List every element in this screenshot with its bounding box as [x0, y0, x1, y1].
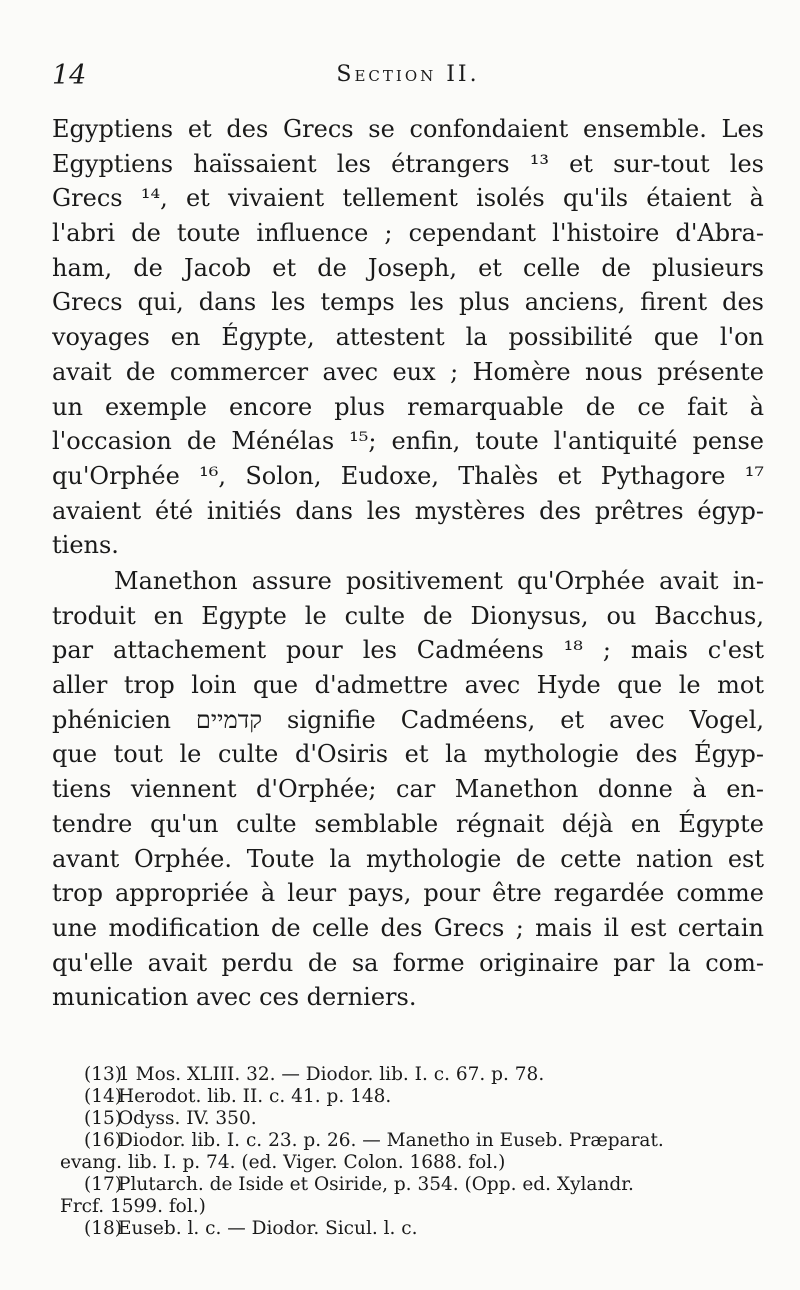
footnote-number: (13) — [84, 1064, 122, 1085]
text-line: par attachement pour les Cadméens ¹⁸ ; mais c'est — [52, 636, 764, 665]
footnote-text: Diodor. lib. I. c. 23. p. 26. — Manetho in Euseb. Præparat. — [118, 1130, 664, 1151]
text-line: tiens viennent d'Orphée; car Manethon donne à en- — [52, 775, 764, 804]
text-line: avait de commercer avec eux ; Homère nous présente — [52, 357, 764, 386]
page-header — [52, 60, 764, 100]
text-line: Egyptiens haïssaient les étrangers ¹³ et sur-tout les — [52, 149, 764, 178]
text-line: troduit en Egypte le culte de Dionysus, ou Bacchus, — [52, 601, 764, 630]
text-line: l'abri de toute influence ; cependant l'histoire d'Abra- — [52, 219, 764, 248]
footnote — [60, 1108, 772, 1130]
footnote — [60, 1218, 772, 1240]
paragraph-1 — [52, 112, 764, 563]
footnote-text: Plutarch. de Iside et Osiride, p. 354. (Opp. ed. Xylandr. — [118, 1174, 634, 1195]
page-number: 14 — [52, 60, 87, 91]
text-line: une modification de celle des Grecs ; mais il est certain — [52, 913, 764, 942]
text-line: tiens. — [52, 531, 119, 560]
footnotes — [60, 1064, 772, 1240]
footnote — [60, 1130, 772, 1152]
text-line: trop appropriée à leur pays, pour être regardée comme — [52, 879, 764, 908]
footnote — [60, 1196, 772, 1218]
text-line: munication avec ces derniers. — [52, 983, 417, 1012]
footnote-text: evang. lib. I. p. 74. (ed. Viger. Colon. 1688. fol.) — [60, 1152, 506, 1173]
text-line: voyages en Égypte, attestent la possibilité que l'on — [52, 323, 764, 352]
text-line: l'occasion de Ménélas ¹⁵; enfin, toute l'antiquité pense — [52, 427, 764, 456]
text-line: Grecs qui, dans les temps les plus anciens, firent des — [52, 288, 764, 317]
footnote-number: (15) — [84, 1108, 122, 1129]
text-line: tendre qu'un culte semblable régnait déjà en Égypte — [52, 809, 764, 838]
footnote — [60, 1086, 772, 1108]
paragraph-2 — [52, 564, 764, 1015]
text-line: un exemple encore plus remarquable de ce fait à — [52, 392, 764, 421]
running-head: Section II. — [336, 62, 480, 87]
footnote-number: (14) — [84, 1086, 122, 1107]
footnote-number: (17) — [84, 1174, 122, 1195]
text-line: avant Orphée. Toute la mythologie de cette nation est — [52, 844, 764, 873]
text-line: ham, de Jacob et de Joseph, et celle de plusieurs — [52, 253, 764, 282]
text-line: que tout le culte d'Osiris et la mythologie des Égyp- — [52, 740, 764, 769]
text-line: Manethon assure positivement qu'Orphée avait in- — [114, 567, 764, 595]
footnote-text: Frcf. 1599. fol.) — [60, 1196, 206, 1217]
text-line: avaient été initiés dans les mystères des prêtres égyp- — [52, 496, 764, 525]
footnote — [60, 1064, 772, 1086]
footnote-text: Herodot. lib. II. c. 41. p. 148. — [118, 1086, 392, 1107]
text-line: aller trop loin que d'admettre avec Hyde que le mot — [52, 671, 764, 700]
text-line: phénicien קדמיים signifie Cadméens, et avec Vogel, — [52, 705, 764, 734]
footnote-number: (18) — [84, 1218, 122, 1239]
footnote-text: Odyss. IV. 350. — [118, 1108, 257, 1129]
footnote — [60, 1174, 772, 1196]
text-line: Egyptiens et des Grecs se confondaient ensemble. Les — [52, 115, 764, 143]
footnote-text: Euseb. l. c. — Diodor. Sicul. l. c. — [118, 1218, 418, 1239]
text-line: Grecs ¹⁴, et vivaient tellement isolés qu'ils étaient à — [52, 184, 764, 213]
footnote-number: (16) — [84, 1130, 122, 1151]
footnote — [60, 1152, 772, 1174]
text-line: qu'elle avait perdu de sa forme originaire par la com- — [52, 948, 764, 977]
footnote-text: 1 Mos. XLIII. 32. — Diodor. lib. I. c. 67. p. 78. — [118, 1064, 545, 1085]
text-line: qu'Orphée ¹⁶, Solon, Eudoxe, Thalès et Pythagore ¹⁷ — [52, 461, 764, 490]
